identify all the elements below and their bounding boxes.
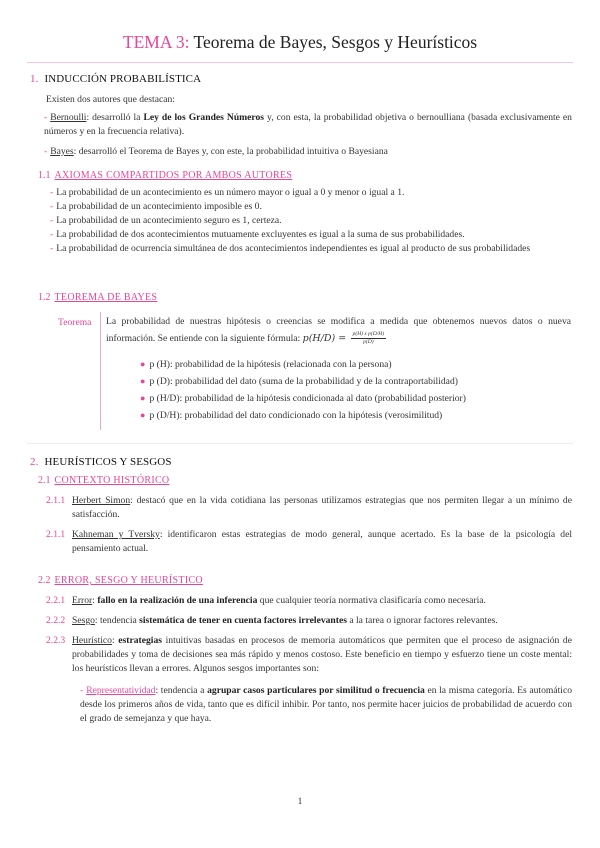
section-2-number: 2.: [30, 456, 39, 468]
sesgo-name: Sesgo: [72, 615, 95, 626]
bullet-text: p (H): probabilidad de la hipótesis (relacionada con la persona): [149, 359, 392, 370]
bullet-icon: ●: [140, 376, 146, 387]
theorem-text: [106, 314, 571, 348]
kahneman-paragraph: [72, 528, 572, 556]
item-2-1-1-number: 2.1.1: [46, 495, 66, 506]
dash-icon: -: [50, 242, 54, 254]
theorem-label: Teorema: [58, 317, 92, 328]
section-2-heading: [30, 455, 172, 471]
axiom-text: La probabilidad de un acontecimiento imposible es 0.: [56, 200, 262, 212]
section-1-intro: Existen dos autores que destacan:: [46, 94, 175, 105]
section-1-1-title: AXIOMAS COMPARTIDOS POR AMBOS AUTORES: [54, 170, 293, 181]
sesgo-text-1: : tendencia: [94, 615, 140, 626]
theorem-bullets: [140, 356, 572, 424]
section-1-1-heading: [38, 169, 292, 184]
simon-paragraph: [72, 494, 572, 522]
section-1-title: INDUCCIÓN PROBABILÍSTICA: [44, 73, 202, 85]
formula-numerator: p(H) x p(D/H): [352, 331, 385, 338]
kahneman-name: Kahneman y Tversky: [72, 529, 160, 540]
sesgo-paragraph: [72, 614, 572, 628]
representatividad-bold: agrupar casos particulares por similitud o frecuencia: [207, 685, 425, 696]
representatividad-text-1: : tendencia a: [155, 685, 208, 696]
theorem-bullet: [140, 373, 572, 390]
section-2-title: HEURÍSTICOS Y SESGOS: [44, 456, 172, 468]
item-2-2-3-number: 2.2.3: [46, 635, 66, 646]
representatividad-dash: -: [80, 685, 84, 696]
section-divider: [27, 443, 573, 444]
bernoulli-name: Bernoulli: [50, 112, 87, 123]
representatividad-text-2: en la misma categoría. Es automático desde los primeros años de vida, tanto que es difícil inhibir. Por tanto, nos permite hacer juicios de probabilidad de acuerdo con el grado de semejanza y que haya.: [80, 685, 572, 724]
error-name: Error: [72, 595, 93, 606]
item-2-1-2-number: 2.1.1: [46, 529, 66, 540]
item-2-2-1-number: 2.2.1: [46, 595, 66, 606]
kahneman-text: : identificaron estas estrategias de modo general, aunque acertado. Es la base de la psicología del pensamiento actual.: [72, 529, 572, 554]
sesgo-bold: sistemática de tener en cuenta factores irrelevantes: [139, 615, 347, 626]
dash-icon: -: [50, 228, 54, 240]
axiom-item: [50, 200, 572, 214]
heuristico-text-1: :: [111, 635, 119, 646]
bullet-text: p (D/H): probabilidad del dato condicionado con la hipótesis (verosimilitud): [149, 410, 443, 422]
title-main: Teorema de Bayes, Sesgos y Heurísticos: [193, 32, 478, 52]
section-2-2-title: ERROR, SESGO Y HEURÍSTICO: [54, 575, 203, 586]
axiom-text: La probabilidad de ocurrencia simultánea de dos acontecimientos independientes es igual al producto de sus probabilidades: [56, 242, 531, 254]
item-2-2-2-number: 2.2.2: [46, 615, 66, 626]
axiom-text: La probabilidad de un acontecimiento seguro es 1, certeza.: [56, 214, 282, 226]
formula-denominator: p(D): [363, 339, 374, 346]
page-number: 1: [297, 797, 303, 807]
error-bold: fallo en la realización de una inferencia: [97, 595, 258, 606]
section-2-1-heading: [38, 474, 169, 489]
axiom-item: [50, 186, 572, 200]
heuristico-name: Heurístico: [72, 635, 112, 646]
formula-lhs: p(H/D) =: [302, 332, 347, 344]
theorem-bullet: [140, 356, 572, 373]
section-1-2-number: 1.2: [38, 292, 51, 303]
section-2-2-heading: [38, 574, 203, 589]
sesgo-text-2: a la tarea o ignorar factores relevantes.: [346, 615, 498, 626]
section-2-2-number: 2.2: [38, 575, 51, 586]
bernoulli-paragraph: [44, 111, 572, 139]
section-2-1-number: 2.1: [38, 475, 51, 486]
simon-text: : destacó que en la vida cotidiana las personas utilizamos estrategias que nos permiten llegar a un mínimo de satisfacción.: [72, 495, 572, 520]
section-1-2-heading: [38, 291, 157, 306]
error-text-1: :: [92, 595, 98, 606]
axiom-item: [50, 242, 572, 256]
bernoulli-dash: -: [44, 112, 48, 123]
bayes-paragraph: [44, 145, 572, 159]
bernoulli-text-1: : desarrolló la: [86, 112, 144, 123]
bullet-icon: ●: [140, 410, 146, 421]
title-prefix: TEMA 3:: [122, 32, 190, 52]
bayes-text: : desarrolló el Teorema de Bayes y, con este, la probabilidad intuitiva o Bayesiana: [73, 146, 388, 157]
heuristico-text-2: intuitivas basadas en procesos de memoria automáticos que permiten que el proceso de asignación de probabilidades y toma de decisiones sea más rápido y menos costoso. Este beneficio en tiempo y esfuerzo tiene un coste mental: los heurísticos llevan a errores. Algunos sesgos importantes son:: [72, 635, 572, 674]
title-divider: [27, 62, 573, 63]
section-2-1-title: CONTEXTO HISTÓRICO: [54, 475, 170, 486]
axiom-item: [50, 214, 572, 228]
axiom-text: La probabilidad de un acontecimiento es un número mayor o igual a 0 y menor o igual a 1.: [56, 187, 405, 198]
section-1-number: 1.: [30, 73, 39, 85]
axiom-text: La probabilidad de dos acontecimientos mutuamente excluyentes es igual a la suma de sus probabilidades.: [56, 228, 465, 240]
theorem-bar: [100, 312, 101, 430]
theorem-bullet: [140, 390, 572, 407]
dash-icon: -: [50, 200, 54, 212]
heuristico-paragraph: [72, 634, 572, 676]
axioms-list: [50, 186, 572, 256]
section-1-2-title: TEOREMA DE BAYES: [54, 292, 158, 303]
simon-name: Herbert Simon: [72, 495, 131, 506]
bayes-dash: -: [44, 146, 48, 157]
representatividad-paragraph: [80, 684, 572, 726]
error-paragraph: [72, 594, 572, 608]
section-1-1-number: 1.1: [38, 170, 51, 181]
bullet-icon: ●: [140, 359, 146, 369]
error-text-2: que cualquier teoría normativa clasificaría como necesaria.: [257, 595, 486, 606]
representatividad-name: Representatividad: [86, 685, 156, 696]
theorem-bullet: [140, 407, 572, 424]
dash-icon: -: [50, 214, 54, 226]
dash-icon: -: [50, 187, 54, 198]
heuristico-bold: estrategias: [118, 635, 162, 646]
bernoulli-bold: Ley de los Grandes Números: [143, 112, 265, 123]
theorem-description: La probabilidad de nuestras hipótesis o creencias se modifica a medida que obtenemos nuevos datos o nueva información. Se entiende con la siguiente fórmula:: [106, 316, 571, 344]
axiom-item: [50, 228, 572, 242]
page-title: [0, 30, 600, 55]
bernoulli-text-2: y, con esta, la probabilidad objetiva o bernoulliana (basada exclusivamente en números y en la frecuencia relativa).: [44, 112, 572, 137]
bayes-name: Bayes: [50, 146, 74, 157]
bullet-text: p (D): probabilidad del dato (suma de la probabilidad y de la contraportabilidad): [149, 376, 458, 388]
section-1-heading: [30, 72, 201, 88]
bullet-text: p (H/D): probabilidad de la hipótesis condicionada al dato (probabilidad posterior): [149, 393, 466, 405]
formula-fraction: [351, 331, 386, 345]
bullet-icon: ●: [140, 393, 146, 404]
